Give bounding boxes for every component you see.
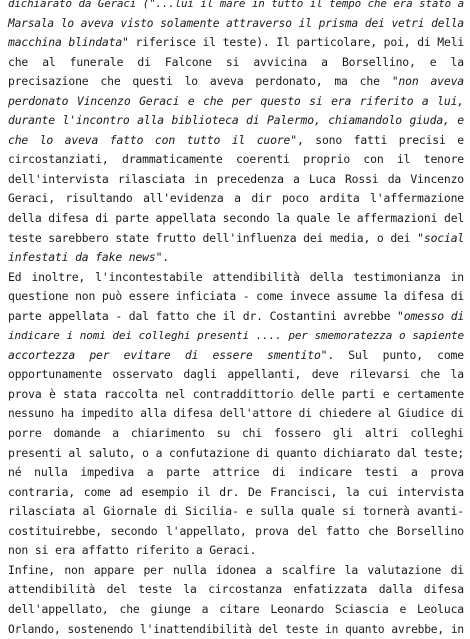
italic-text-segment: macchina blindata xyxy=(8,35,122,49)
text-line xyxy=(8,150,464,170)
text-segment: ". xyxy=(156,250,169,264)
text-segment: teste sarebbero state frutto dell'influenza dei media, o dei " xyxy=(8,231,424,245)
text-segment: ". Sul punto, come xyxy=(321,348,464,362)
text-segment: attendibilità del teste la circostanza enfatizzata dalla difesa xyxy=(8,582,464,596)
text-segment: Geraci, risultando all'evidenza a dir poco ardita l'affermazione xyxy=(8,191,464,205)
text-segment: circostanziati, drammaticamente coerenti proprio con il tenore xyxy=(8,152,464,166)
text-segment: Infine, non appare per nulla idonea a scalfire la valutazione di xyxy=(8,563,464,577)
text-line xyxy=(8,170,464,190)
italic-text-segment: durante l'incontro alla biblioteca di Palermo, chiamandolo giuda, e xyxy=(8,113,464,127)
text-line xyxy=(8,209,464,229)
text-line xyxy=(8,600,464,620)
text-line xyxy=(8,620,464,639)
text-line xyxy=(8,131,464,151)
text-line xyxy=(8,189,464,209)
text-line xyxy=(8,248,464,268)
text-segment: né nulla impediva a parte attrice di indicare testi a prova xyxy=(8,465,464,479)
text-line xyxy=(8,522,464,542)
text-segment: opportunamente osservato dagli appellanti, deve rilevarsi che la xyxy=(8,367,464,381)
text-line xyxy=(8,346,464,366)
text-line xyxy=(8,444,464,464)
text-line xyxy=(8,287,464,307)
italic-text-segment: omesso di xyxy=(404,309,464,323)
text-line xyxy=(8,268,464,288)
italic-text-segment: dichiarato da Geraci ("...lui il mare in tutto il tempo che era stato a xyxy=(8,0,464,10)
text-segment: nessuno ha impedito alla difesa dell'attore di chiedere al Giudice di xyxy=(8,407,464,420)
text-line xyxy=(8,229,464,249)
italic-text-segment: infestati da fake news xyxy=(8,250,156,264)
text-line xyxy=(8,561,464,581)
text-line xyxy=(8,326,464,346)
text-line xyxy=(8,111,464,131)
text-line xyxy=(8,580,464,600)
text-line xyxy=(8,92,464,112)
italic-text-segment: perdonato Vincenzo Geraci e che per questo si era riferito a lui, xyxy=(8,94,464,108)
text-segment: presenti al saluto, o a confutazione di quanto dichiarato dal teste; xyxy=(8,446,464,460)
italic-text-segment: che lo aveva fatto con tutto il cuore xyxy=(8,133,290,147)
italic-text-segment: social xyxy=(424,231,464,245)
text-line xyxy=(8,365,464,385)
text-segment: rilasciata al Giornale di Sicilia- e sulla quale si tornerà avanti- xyxy=(8,504,464,518)
text-line xyxy=(8,72,464,92)
italic-text-segment: non aveva xyxy=(398,74,464,88)
document-body-text xyxy=(8,0,464,639)
text-line xyxy=(8,385,464,405)
text-segment: dell'appellato, che giunge a citare Leonardo Sciascia e Leoluca xyxy=(8,602,464,616)
text-segment: Orlando, sostenendo l'inattendibilità del teste in quanto avrebbe, in xyxy=(8,623,464,636)
text-segment: della difesa di parte appellata secondo la quale le affermazioni del xyxy=(8,211,464,225)
text-line xyxy=(8,541,464,561)
text-segment: costituirebbe, secondo l'appellato, prova del fatto che Borsellino xyxy=(8,524,464,538)
text-segment: Ed inoltre, l'incontestabile attendibilità della testimonianza in xyxy=(8,270,464,284)
text-line xyxy=(8,307,464,327)
text-segment: dell'intervista rilasciata in precedenza a Luca Rossi da Vincenzo xyxy=(8,172,464,186)
text-line xyxy=(8,14,464,34)
text-line xyxy=(8,463,464,483)
text-line xyxy=(8,404,464,424)
text-segment: parte appellata - dal fatto che il dr. Costantini avrebbe " xyxy=(8,309,404,323)
text-line xyxy=(8,424,464,444)
text-segment: ", sono fatti precisi e xyxy=(290,133,464,147)
text-segment: " riferisce il teste). Il particolare, poi, di Meli xyxy=(122,35,464,49)
italic-text-segment: indicare i nomi dei colleghi presenti .... per smemoratezza o sapiente xyxy=(8,329,464,342)
text-segment: non si era affatto riferito a Geraci. xyxy=(8,543,256,557)
italic-text-segment: accortezza per evitare di essere smentito xyxy=(8,348,321,362)
text-segment: porre domande a chiarimento su chi fossero gli altri colleghi xyxy=(8,426,464,440)
text-line xyxy=(8,483,464,503)
text-segment: precisazione che questi lo aveva perdonato, ma che " xyxy=(8,74,398,88)
italic-text-segment: Marsala lo aveva visto solamente attraverso il prisma dei vetri della xyxy=(8,17,464,30)
text-line xyxy=(8,502,464,522)
text-segment: prova è stata raccolta nel contraddittorio delle parti e certamente xyxy=(8,387,464,401)
text-segment: questione non può essere inficiata - come invece assume la difesa di xyxy=(8,289,464,303)
text-line xyxy=(8,0,464,14)
text-line xyxy=(8,33,464,53)
text-segment: che al funerale di Falcone si avvicina a Borsellino, e la xyxy=(8,55,464,69)
text-segment: contraria, come ad esempio il dr. De Francisci, la cui intervista xyxy=(8,485,464,499)
text-line xyxy=(8,53,464,73)
